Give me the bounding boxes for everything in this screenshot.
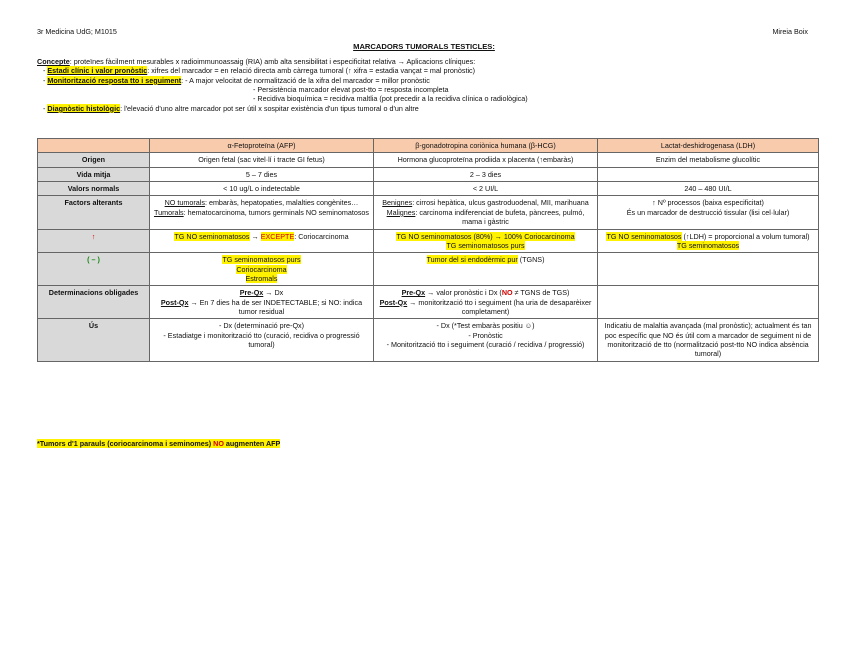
us-afp-1: - Dx (determinació pre-Qx) bbox=[218, 321, 305, 331]
neg-afp-3: Estromals bbox=[245, 273, 278, 283]
us-hcg-1: - Dx (*Test embaràs positiu ☺) bbox=[436, 321, 535, 331]
cell-up-hcg bbox=[374, 229, 598, 253]
monitor-label: Monitorització resposta tto i seguiment bbox=[47, 75, 182, 85]
document-title: MARCADORS TUMORALS TESTICLES: bbox=[353, 42, 495, 51]
cell-factors-ldh bbox=[598, 196, 819, 229]
determ-hcg-label-1: Pre-Qx bbox=[401, 288, 426, 298]
cell-valors-afp: < 10 ug/L o indetectable bbox=[150, 182, 374, 196]
factors-afp-label-1: NO tumorals bbox=[164, 198, 205, 208]
cell-us-ldh: Indicatiu de malaltia avançada (mal pronòstic); actualment és tan poc específic que NO és útil com a marcador de seguiment ni de monitorització de tto (normalització post-tto NO indica absència tumoral) bbox=[598, 319, 819, 361]
row-origen bbox=[38, 153, 819, 167]
row-vida bbox=[38, 167, 819, 181]
cell-factors-hcg bbox=[374, 196, 598, 229]
concept-label: Concepte bbox=[37, 57, 70, 66]
us-afp-2: - Estadiatge i monitorització tto (curació, recidiva o progressió tumoral) bbox=[163, 330, 360, 350]
cell-vida-ldh bbox=[598, 167, 819, 181]
up-afp-rest: : Coriocarcinoma bbox=[294, 231, 349, 241]
rowhead-origen: Origen bbox=[38, 153, 150, 167]
footnote-no: NO bbox=[213, 439, 224, 448]
neg-afp-1: TG seminomatosos purs bbox=[222, 255, 301, 265]
cell-up-afp bbox=[150, 229, 374, 253]
factors-hcg-label-1: Benignes bbox=[382, 198, 413, 208]
cell-origen-afp: Origen fetal (sac vitel·lí i tracte GI fetus) bbox=[150, 153, 374, 167]
us-hcg-2: - Pronòstic bbox=[468, 330, 503, 340]
monitor-line: - Monitorització resposta tto i seguiment: - A major velocitat de normalització de la xifra del marcador = millor pronòstic bbox=[43, 75, 430, 85]
determ-afp-text-1: → Dx bbox=[263, 288, 284, 298]
rowhead-us: Ús bbox=[38, 319, 150, 361]
cell-vida-afp: 5 – 7 dies bbox=[150, 167, 374, 181]
col-afp: α-Fetoproteïna (AFP) bbox=[150, 139, 374, 153]
determ-afp-text-2: → En 7 dies ha de ser INDETECTABLE; si NO: indica tumor residual bbox=[188, 297, 363, 317]
cell-neg-ldh bbox=[598, 253, 819, 286]
header-author: Mireia Boix bbox=[772, 27, 808, 36]
row-neg bbox=[38, 253, 819, 286]
diagnosis-text: : l'elevació d'uno altre marcador pot ser útil x sospitar existència d'un tipus tumoral o d'un altre bbox=[120, 103, 419, 113]
determ-hcg-text-1b: ≠ TGNS de TGS) bbox=[512, 288, 570, 298]
determ-hcg-text-1a: → valor pronòstic i Dx ( bbox=[425, 288, 502, 298]
factors-hcg-text-1: : cirrosi hepàtica, ulcus gastroduodenal, MII, marihuana bbox=[412, 198, 589, 208]
stage-line: - Estadi clínic i valor pronòstic: xifres del marcador = en relació directa amb càrrega tumoral (↑ xifra = estadia vançat = mal pronòstic) bbox=[43, 66, 476, 76]
cell-factors-afp bbox=[150, 196, 374, 229]
cell-determ-hcg bbox=[374, 286, 598, 319]
header-course: 3r Medicina UdG; M1015 bbox=[37, 27, 117, 36]
rowhead-up-arrow-icon: ↑ bbox=[38, 229, 150, 253]
determ-hcg-label-2: Post-Qx bbox=[379, 297, 408, 307]
stage-text: : xifres del marcador = en relació directa amb càrrega tumoral (↑ xifra = estadia vançat = mal pronòstic) bbox=[147, 66, 476, 76]
cell-origen-hcg: Hormona glucoproteïna prodiida x placenta (↑embaràs) bbox=[374, 153, 598, 167]
header-corner bbox=[38, 139, 150, 153]
cell-neg-afp bbox=[150, 253, 374, 286]
determ-hcg-text-2: → monitorització tto i seguiment (ha uria de desaparèixer completament) bbox=[407, 297, 592, 317]
rowhead-determ: Determinacions obligades bbox=[38, 286, 150, 319]
neg-hcg-highlight: Tumor del si endodèrmic pur bbox=[426, 255, 518, 265]
up-ldh-highlight-2: TG seminomatosos bbox=[676, 240, 740, 250]
cell-us-afp bbox=[150, 319, 374, 361]
row-factors bbox=[38, 196, 819, 229]
cell-origen-ldh: Enzim del metabolisme glucolític bbox=[598, 153, 819, 167]
cell-valors-ldh: 240 – 480 UI/L bbox=[598, 182, 819, 196]
monitor-line-2: - Persistència marcador elevat post-tto = resposta incompleta bbox=[253, 85, 449, 95]
diagnosis-label: Diagnòstic histològic bbox=[47, 103, 121, 113]
determ-afp-label-1: Pre-Qx bbox=[239, 288, 264, 298]
up-hcg-highlight-2: TG seminomatosos purs bbox=[446, 240, 525, 250]
table-header-row bbox=[38, 139, 819, 153]
stage-label: Estadi clínic i valor pronòstic bbox=[47, 66, 148, 76]
factors-afp-text-1: : embaràs, hepatopaties, malalties congènites… bbox=[204, 198, 359, 208]
us-hcg-3: - Monitorització tto i seguiment (curació / recidiva / progressió) bbox=[386, 340, 585, 350]
factors-hcg-label-2: Malignes bbox=[386, 207, 416, 217]
cell-determ-ldh bbox=[598, 286, 819, 319]
row-us bbox=[38, 319, 819, 361]
up-hcg-highlight: TG NO seminomatosos (80%) → 100% Coriocarcinoma bbox=[396, 231, 575, 241]
footnote-text-b: augmenten AFP bbox=[223, 439, 281, 448]
rowhead-vida: Vida mitja bbox=[38, 167, 150, 181]
cell-valors-hcg: < 2 UI/L bbox=[374, 182, 598, 196]
diagnosis-line: - Diagnòstic histològic: l'elevació d'uno altre marcador pot ser útil x sospitar existència d'un tipus tumoral o d'un altre bbox=[43, 103, 419, 113]
determ-hcg-no: NO bbox=[501, 288, 513, 298]
row-valors bbox=[38, 182, 819, 196]
determ-afp-label-2: Post-Qx bbox=[160, 297, 189, 307]
up-ldh-rest: (↑LDH) = proporcional a volum tumoral) bbox=[681, 231, 810, 241]
footnote-text-a: *Tumors d'1 parauls (coriocarcinoma i seminomes) bbox=[37, 439, 214, 448]
cell-vida-hcg: 2 – 3 dies bbox=[374, 167, 598, 181]
factors-afp-text-2: : hematocarcinoma, tumors germinals NO seminomatosos bbox=[183, 207, 370, 217]
factors-hcg-text-2: : carcinoma indiferenciat de bufeta, pàncrees, pulmó, mama i gàstric bbox=[415, 207, 585, 227]
monitor-text-1: : - A major velocitat de normalització de la xifra del marcador = millor pronòstic bbox=[181, 75, 430, 85]
cell-us-hcg bbox=[374, 319, 598, 361]
concept-text: : proteïnes fàcilment mesurables x radioimmunoassaig (RIA) amb alta sensibilitat i especificitat relativa → Aplicacions clíniques: bbox=[69, 57, 476, 66]
monitor-line-3: - Recidiva bioquímica = recidiva maltlia (pot precedir a la recidiva clínica o radiològica) bbox=[253, 94, 528, 104]
col-ldh: Lactat-deshidrogenasa (LDH) bbox=[598, 139, 819, 153]
intro-section bbox=[37, 57, 817, 113]
cell-neg-hcg bbox=[374, 253, 598, 286]
cell-up-ldh bbox=[598, 229, 819, 253]
factors-afp-label-2: Tumorals bbox=[153, 207, 184, 217]
rowhead-valors: Valors normals bbox=[38, 182, 150, 196]
up-afp-except: EXCEPTE bbox=[260, 231, 295, 241]
up-afp-arrow: → bbox=[249, 231, 261, 241]
cell-determ-afp bbox=[150, 286, 374, 319]
col-hcg: β-gonadotropina coriònica humana (β-HCG) bbox=[374, 139, 598, 153]
neg-afp-2: Coriocarcinoma bbox=[236, 264, 287, 274]
row-up bbox=[38, 229, 819, 253]
up-ldh-highlight: TG NO seminomatosos bbox=[606, 231, 682, 241]
rowhead-factors: Factors alterants bbox=[38, 196, 150, 229]
up-afp-highlight: TG NO seminomatosos bbox=[174, 231, 250, 241]
factors-ldh-2: És un marcador de destrucció tissular (lisi cel·lular) bbox=[626, 207, 790, 217]
neg-hcg-rest: (TGNS) bbox=[517, 255, 545, 265]
rowhead-neg: ( – ) bbox=[38, 253, 150, 286]
markers-table bbox=[37, 138, 819, 362]
footnote bbox=[37, 439, 280, 448]
concept-line bbox=[37, 57, 817, 66]
row-determ bbox=[38, 286, 819, 319]
factors-ldh-1: ↑ Nº processos (baixa especificitat) bbox=[652, 198, 764, 208]
